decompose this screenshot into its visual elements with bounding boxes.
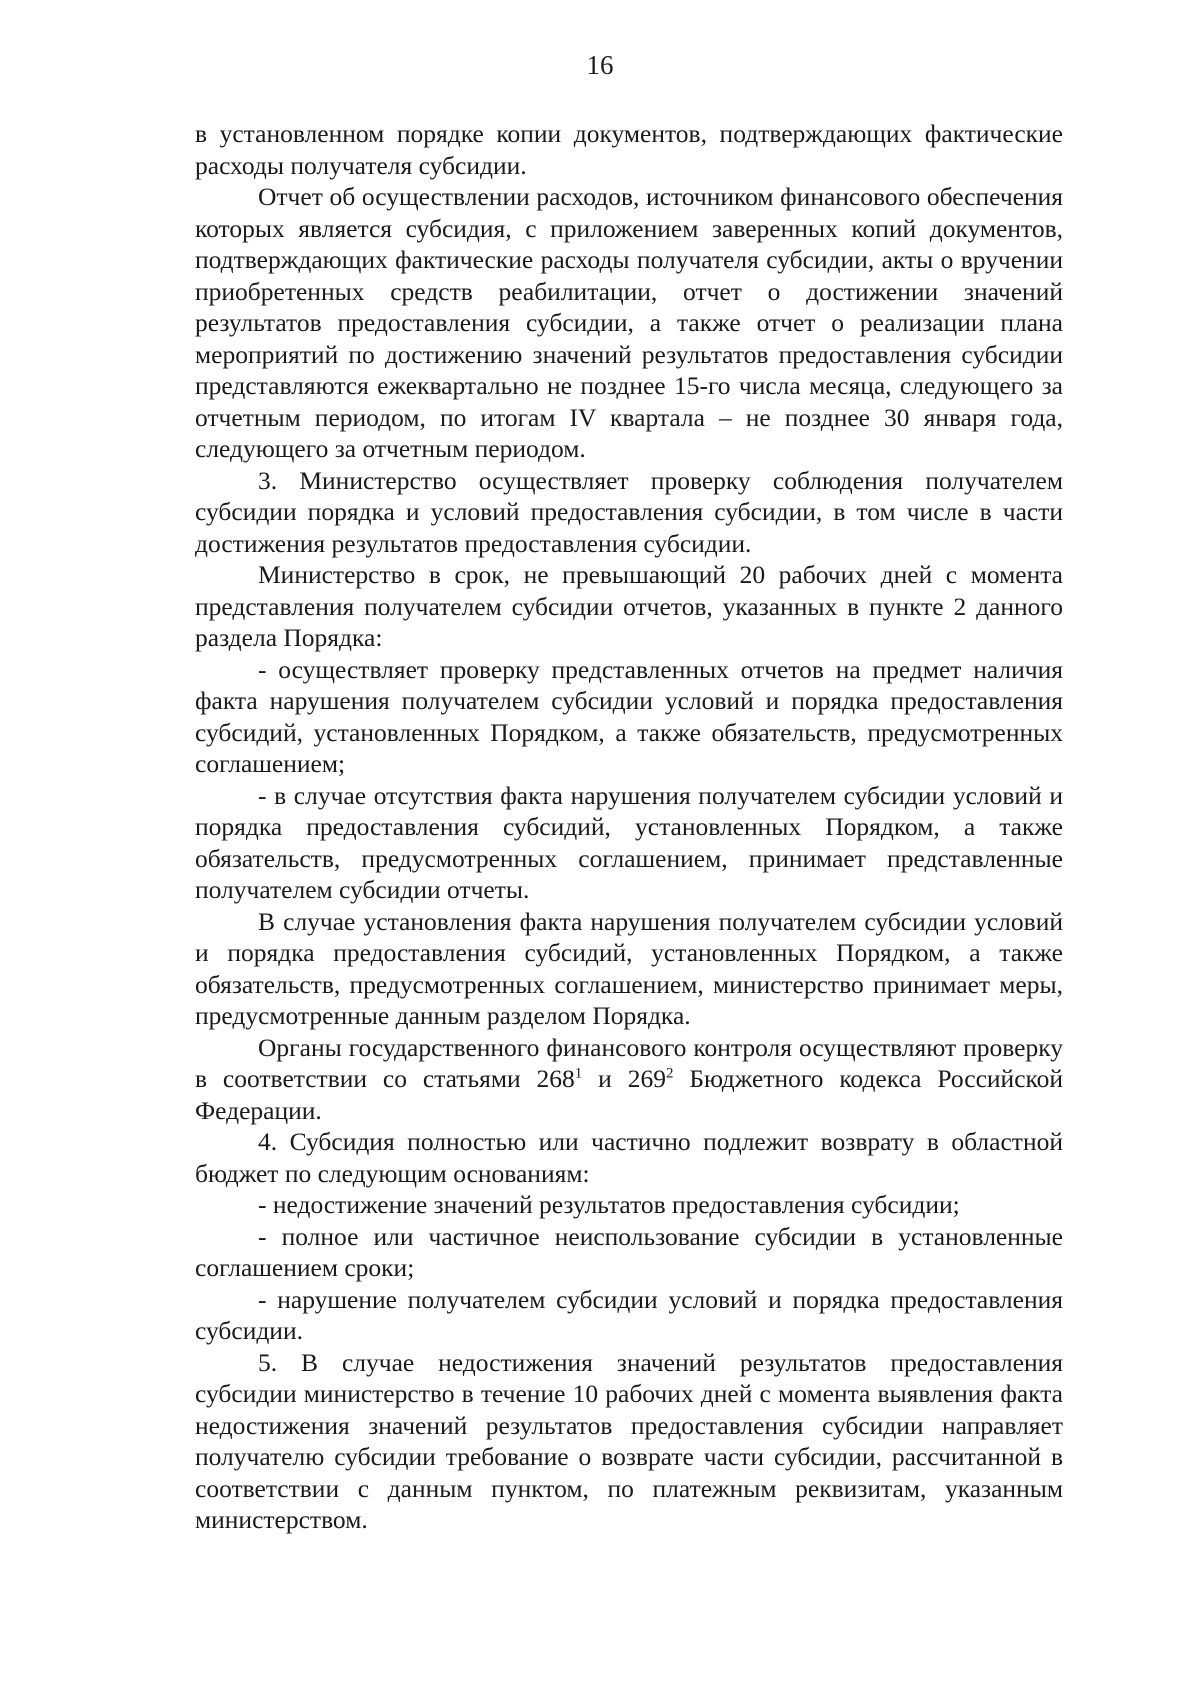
paragraph-financial-control (195, 1032, 1063, 1127)
paragraph-violation: В случае установления факта нарушения получателем субсидии условий и порядка предоставления субсидий, установленных Порядком, а также обязательств, предусмотренных соглашением, министерство принимает меры, предусмотренные данным разделом Порядка. (195, 906, 1063, 1030)
footnote-1: 1 (574, 1065, 583, 1082)
document-body (195, 118, 1063, 1536)
paragraph-ground-3: - нарушение получателем субсидии условий и порядка предоставления субсидии. (195, 1284, 1063, 1345)
footnote-2: 2 (665, 1065, 674, 1082)
paragraph-accept-reports: - в случае отсутствия факта нарушения получателем субсидии условий и порядка предоставления субсидий, установленных Порядком, а также обязательств, предусмотренных соглашением, принимает представленные получателем субсидии отчеты. (195, 780, 1063, 904)
paragraph-continuation: в установленном порядке копии документов, подтверждающих фактические расходы получателя субсидии. (195, 119, 1063, 180)
control-text-3: Бюджетного кодекса Российской Федерации. (195, 1064, 1064, 1125)
paragraph-report: Отчет об осуществлении расходов, источником финансового обеспечения которых является субсидия, с приложением заверенных копий документов, подтверждающих фактические расходы получателя субсидии, акты о вручении приобретенных средств реабилитации, отчет о достижении значений результатов предоставления субсидии, а также отчет о реализации плана мероприятий по достижению значений результатов предоставления субсидии представляются ежеквартально не позднее 15-го числа месяца, следующего за отчетным периодом, по итогам IV квартала – не позднее 30 января года, следующего за отчетным периодом. (195, 182, 1063, 463)
control-text-1: Органы государственного финансового контроля осуществляют проверку в соответствии со статьями 268 (195, 1032, 1063, 1093)
paragraph-check-reports: - осуществляет проверку представленных отчетов на предмет наличия факта нарушения получателем субсидии условий и порядка предоставления субсидий, установленных Порядком, а также обязательств, предусмотренных соглашением; (195, 654, 1063, 778)
page-number: 16 (586, 50, 614, 80)
paragraph-ground-1: - недостижение значений результатов предоставления субсидии; (258, 1190, 960, 1219)
paragraph-item-3: 3. Министерство осуществляет проверку соблюдения получателем субсидии порядка и условий предоставления субсидии, в том числе в части достижения результатов предоставления субсидии. (195, 465, 1063, 558)
paragraph-ground-2: - полное или частичное неиспользование субсидии в установленные соглашением сроки; (195, 1221, 1063, 1282)
paragraph-item-5: 5. В случае недостижения значений результатов предоставления субсидии министерство в течение 10 рабочих дней с момента выявления факта недостижения значений результатов предоставления субсидии направляет получателю субсидии требование о возврате части субсидии, рассчитанной в соответствии с данным пунктом, по платежным реквизитам, указанным министерством. (195, 1347, 1063, 1534)
paragraph-item-4: 4. Субсидия полностью или частично подлежит возврату в областной бюджет по следующим основаниям: (195, 1127, 1063, 1188)
paragraph-ministry-term: Министерство в срок, не превышающий 20 рабочих дней с момента представления получателем субсидии отчетов, указанных в пункте 2 данного раздела Порядка: (195, 560, 1063, 652)
control-text-2: и 269 (582, 1064, 666, 1093)
